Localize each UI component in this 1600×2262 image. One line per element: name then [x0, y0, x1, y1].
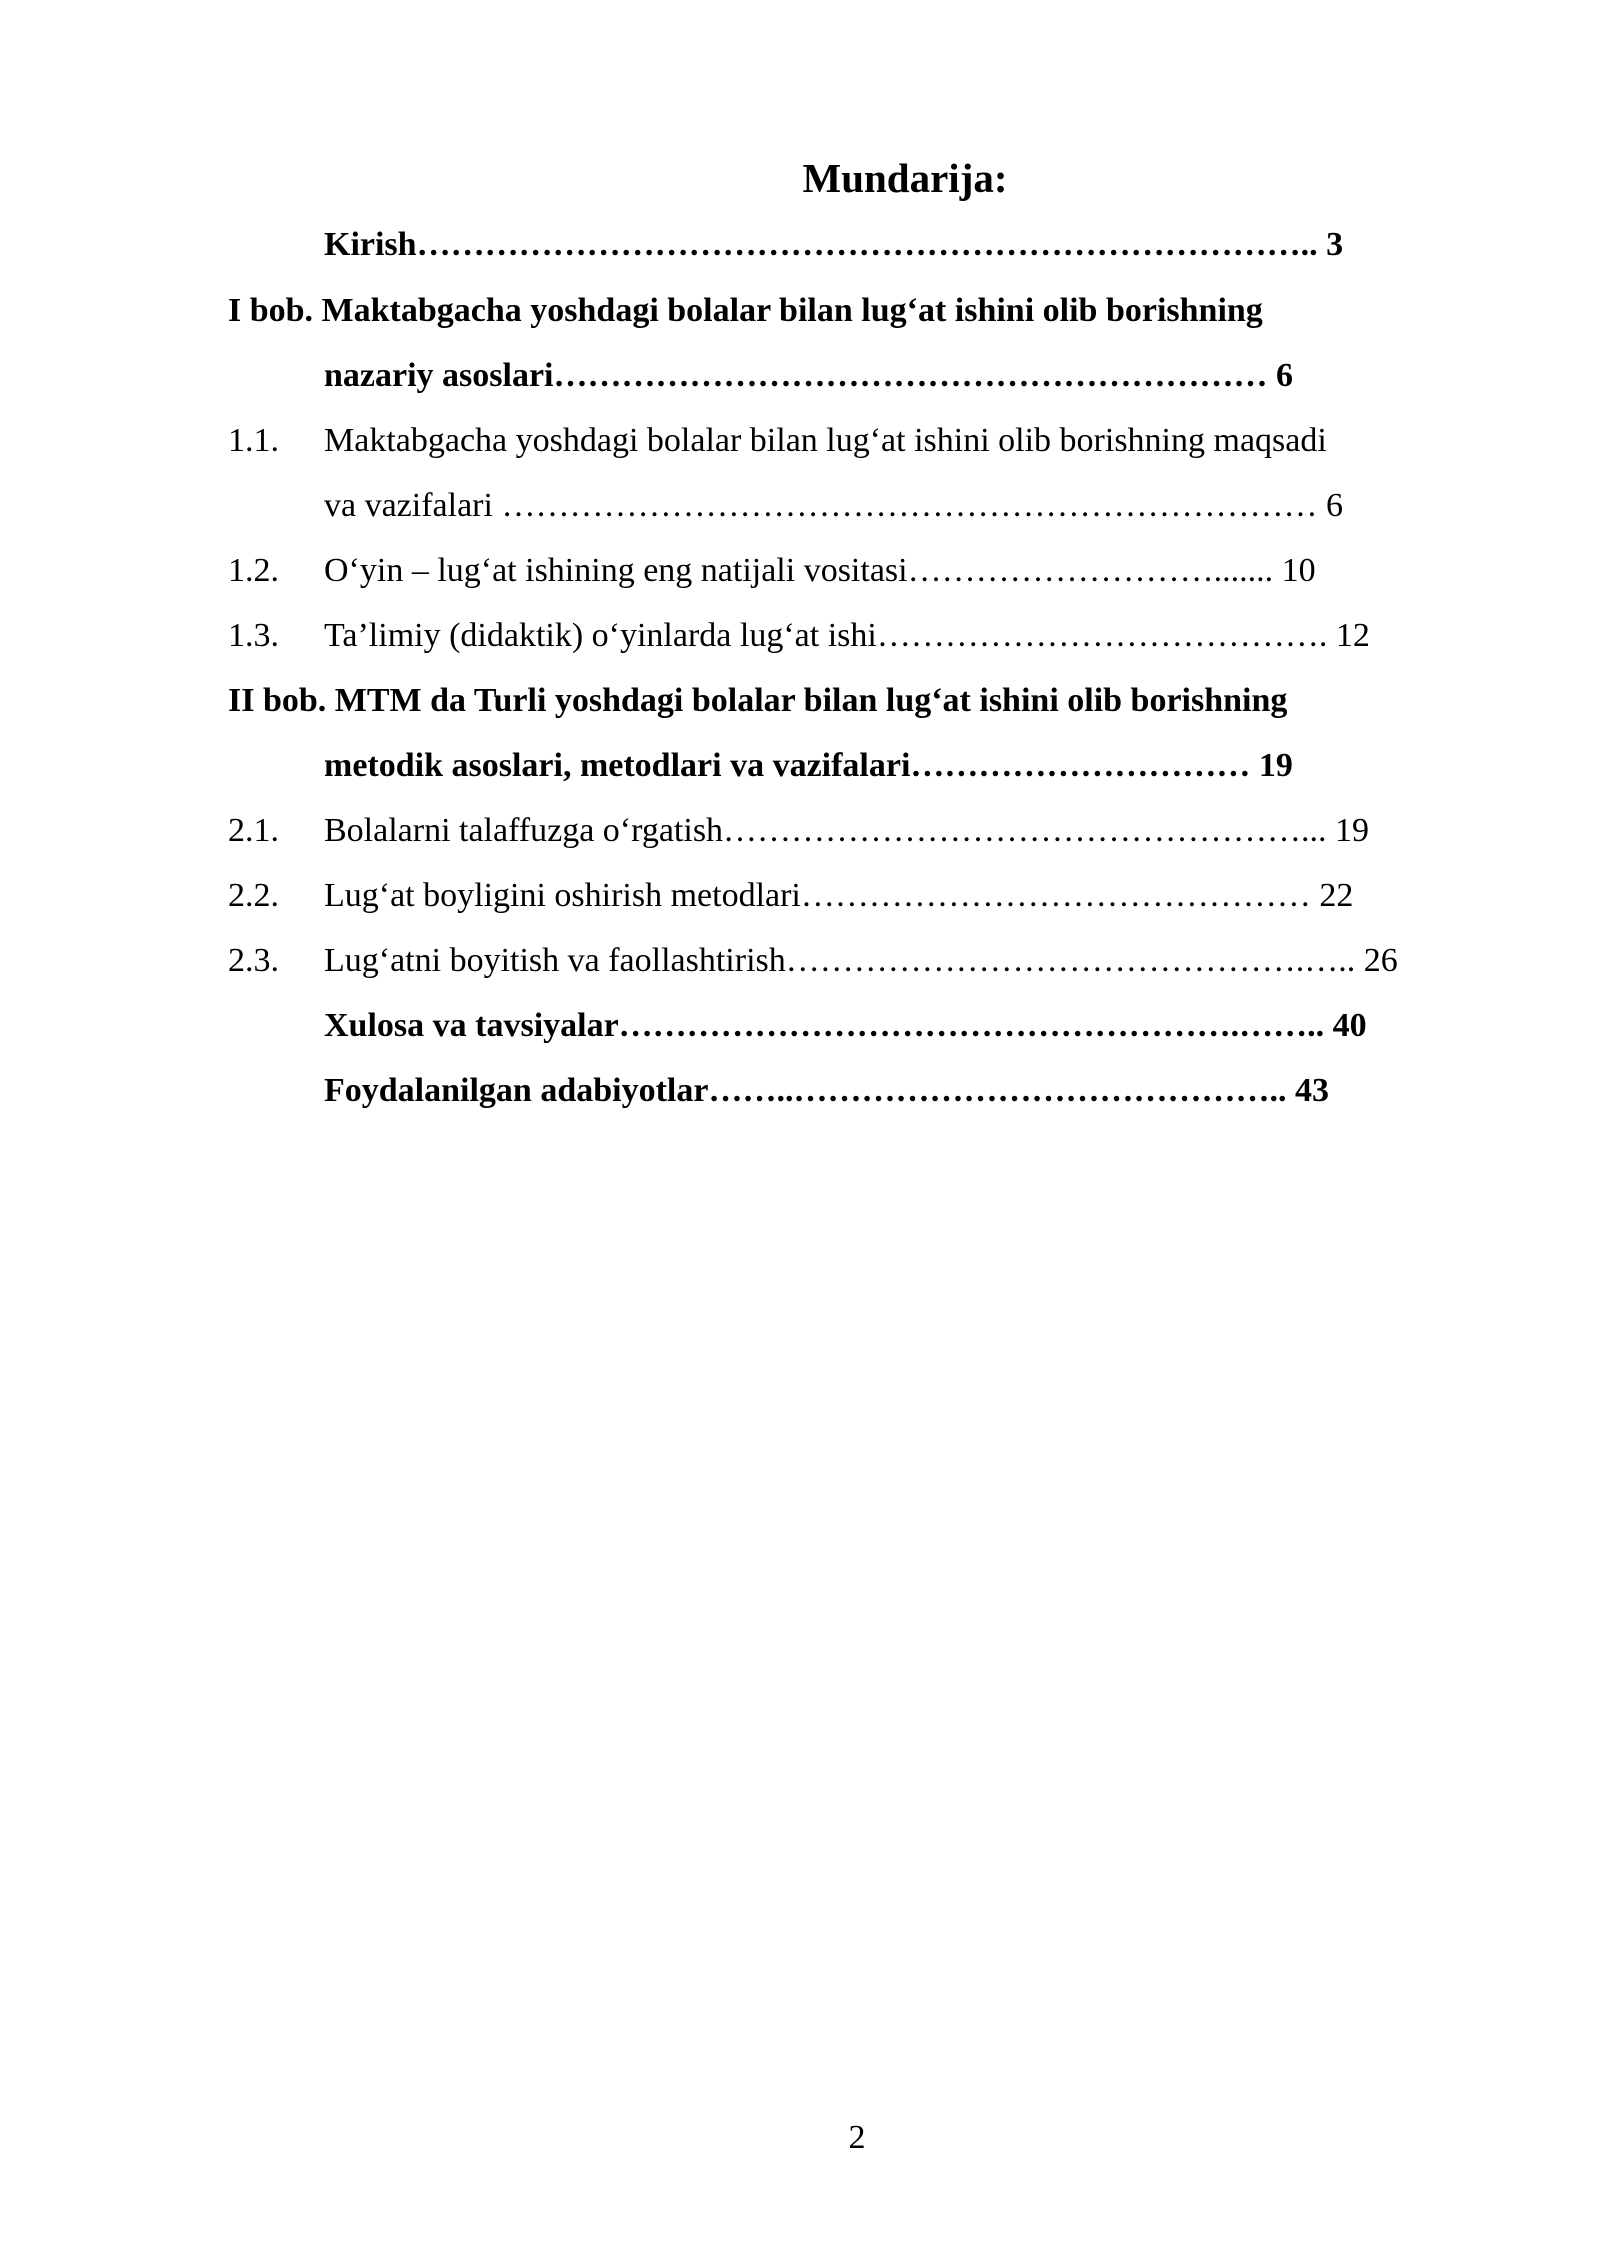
toc-section-number: 2.3.	[228, 942, 279, 979]
page-number: 2	[848, 2119, 866, 2156]
toc-chapter-1-title-cont: nazariy asoslari……………………………………………………… 6	[324, 357, 1293, 394]
toc-entry-adabiyotlar: Foydalanilgan adabiyotlar……..…………………………………….. 43	[324, 1072, 1329, 1109]
toc-section-2-3: Lug‘atni boyitish va faollashtirish……………………………………….….. 26	[324, 942, 1398, 979]
toc-section-2-2: Lug‘at boyligini oshirish metodlari……………………………………… 22	[324, 877, 1354, 914]
toc-section-1-3: Ta’limiy (didaktik) o‘yinlarda lug‘at ishi…………………………………. 12	[324, 617, 1370, 654]
toc-section-2-1: Bolalarni talaffuzga o‘rgatish……………………………………………... 19	[324, 812, 1370, 849]
toc-entry-kirish: Kirish…………………………………………………………………….. 3	[324, 226, 1344, 263]
toc-section-number: 1.2.	[228, 552, 279, 589]
page-title: Mundarija:	[802, 155, 1008, 201]
toc-section-number: 2.2.	[228, 877, 279, 914]
toc-entry-xulosa: Xulosa va tavsiyalar……………………………………………….…….. 40	[324, 1007, 1367, 1044]
toc-section-1-2: O‘yin – lug‘at ishining eng natijali vositasi………………………....... 10	[324, 552, 1316, 589]
toc-chapter-2-title: II bob. MTM da Turli yoshdagi bolalar bilan lug‘at ishini olib borishning	[228, 682, 1288, 719]
toc-section-1-1: Maktabgacha yoshdagi bolalar bilan lug‘at ishini olib borishning maqsadi	[324, 422, 1327, 459]
toc-chapter-1-title: I bob. Maktabgacha yoshdagi bolalar bilan lug‘at ishini olib borishning	[228, 292, 1263, 329]
toc-chapter-2-title-cont: metodik asoslari, metodlari va vazifalari………………………… 19	[324, 747, 1293, 784]
toc-section-number: 2.1.	[228, 812, 279, 849]
toc-section-number: 1.1.	[228, 422, 279, 459]
toc-section-1-1-cont: va vazifalari ……………………………………………………………… 6	[324, 487, 1343, 524]
toc-section-number: 1.3.	[228, 617, 279, 654]
